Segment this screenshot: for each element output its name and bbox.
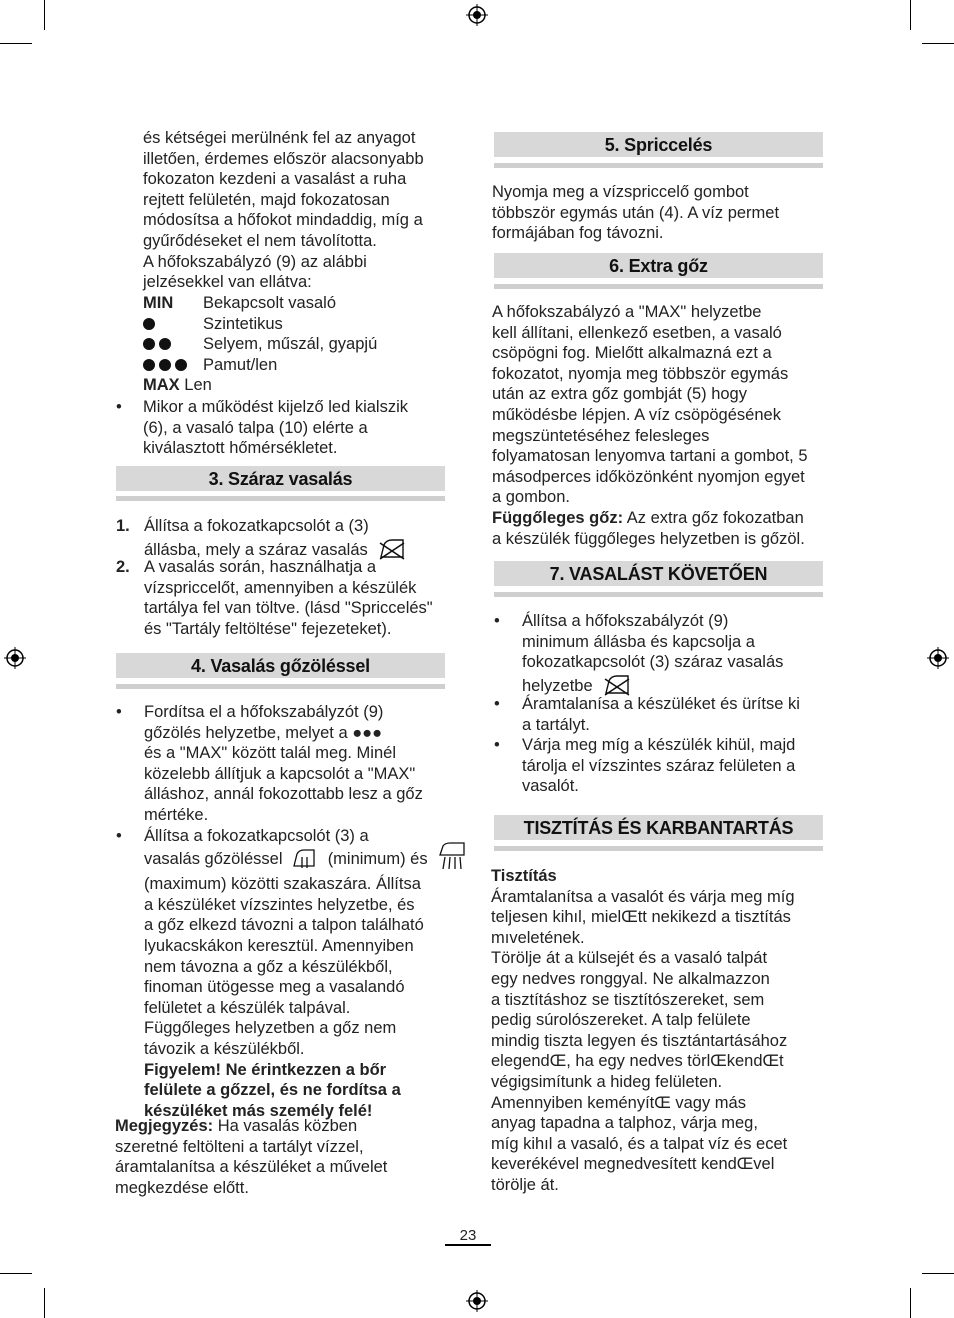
text-line: helyzetbe xyxy=(522,673,827,703)
text-line: Állítsa a hőfokszabályzót (9) xyxy=(522,612,729,630)
heading-rule xyxy=(116,684,445,689)
crop-mark xyxy=(922,43,954,44)
text-line: egy nedves ronggyal. Ne alkalmazzon xyxy=(491,969,770,988)
text-line: elegendŒ, ha egy nedves törlŒkendŒt xyxy=(491,1052,784,1071)
led-bullet xyxy=(143,397,453,459)
text-line: módosítsa a hőfokot mindaddig, míg a xyxy=(143,211,423,230)
crop-mark xyxy=(44,1288,45,1318)
registration-mark-icon xyxy=(466,4,488,26)
settings-label: Selyem, műszál, gyapjú xyxy=(203,335,378,354)
registration-mark-icon xyxy=(4,647,26,669)
text-line: vízspriccelőt, amennyiben a készülék xyxy=(144,578,417,597)
section-heading: 4. Vasalás gőzöléssel xyxy=(116,653,445,678)
text-line: nem távozna a gőz a készülékből, xyxy=(144,957,393,976)
text-line: közelebb állítjuk a kapcsolót a "MAX" xyxy=(144,764,416,783)
settings-row xyxy=(143,314,453,335)
steam-max-symbol-icon xyxy=(437,841,467,877)
settings-key: MAX xyxy=(143,376,180,395)
text-line: és "Tartály feltöltése" fejezeteket). xyxy=(144,619,392,638)
numbered-item xyxy=(144,557,449,639)
crop-mark xyxy=(0,43,32,44)
text-line: megszüntetéséhez felesleges xyxy=(492,426,710,445)
crop-mark xyxy=(910,0,911,30)
text-line: A hőfokszabályzó a "MAX" helyzetbe xyxy=(492,303,762,321)
text-line: Mikor a működést kijelző led kialszik xyxy=(143,398,409,416)
text-line: illetően, érdemes először alacsonyabb xyxy=(143,149,424,168)
text-line: Nyomja meg a vízspriccelő gombot xyxy=(492,183,749,201)
settings-row xyxy=(143,334,453,355)
text-line: Amennyiben keményítŒ vagy más xyxy=(491,1093,746,1112)
text-line: lyukacskákon keresztül. Amennyiben xyxy=(144,936,414,955)
text-line: Törölje át a külsejét és a vasaló talpát xyxy=(491,949,768,968)
crop-mark xyxy=(44,0,45,30)
warning-text: felülete a gőzzel, és ne fordítsa a xyxy=(144,1081,401,1100)
text-line: távozik a készülékből. xyxy=(144,1039,305,1058)
text-line: anyag tapadna a talphoz, várja meg, xyxy=(491,1114,758,1133)
text-line: áramtalanítsa a készüléket a művelet xyxy=(115,1158,388,1177)
text-line: keverékével megnedvesített kendŒvel xyxy=(491,1155,775,1174)
text-line: felületet a készülék talpával. xyxy=(144,998,351,1017)
text-line: kiválasztott hőmérsékletet. xyxy=(143,439,338,458)
text-line: a készüléket vízszintes helyzetbe, és xyxy=(144,895,415,914)
text-line: mértéke. xyxy=(144,805,209,824)
steam-min-symbol-icon xyxy=(291,847,317,875)
text-line: gőzölés helyzetbe, melyet a ●●● xyxy=(144,723,383,742)
text-line: Függőleges gőz: Az extra gőz fokozatban xyxy=(492,508,804,527)
text-line: finoman ütögesse meg a vasalandó xyxy=(144,978,405,997)
bullet-icon: • xyxy=(116,703,122,721)
text-line: és a "MAX" között talál meg. Minél xyxy=(144,744,396,763)
text-line: fokozaton kezdeni a vasalást a ruha xyxy=(143,170,407,189)
warning-text: készüléket más személy felé! xyxy=(144,1101,373,1120)
text-line: a gőz elkezd távozni a talpon található xyxy=(144,916,424,935)
intro-paragraph xyxy=(143,128,453,293)
bullet-icon: • xyxy=(494,695,500,713)
section-heading: 7. VASALÁST KÖVETŐEN xyxy=(494,561,823,586)
steam-bullet-1 xyxy=(144,702,449,826)
settings-row xyxy=(143,375,453,396)
vertical-steam-label: Függőleges gőz: xyxy=(492,508,624,527)
registration-mark-icon xyxy=(927,647,949,669)
section-heading: 6. Extra gőz xyxy=(494,253,823,278)
after-ironing-bullet xyxy=(522,735,827,797)
settings-label: Bekapcsolt vasaló xyxy=(203,294,336,312)
section-heading: 3. Száraz vasalás xyxy=(116,466,445,491)
bullet-icon: • xyxy=(116,398,122,416)
page-number-rule xyxy=(445,1244,491,1246)
section6-paragraph xyxy=(492,302,837,549)
text-line: másodperces időközönként nyomjon egyet xyxy=(492,467,805,486)
settings-list xyxy=(143,293,453,396)
crop-mark xyxy=(0,1273,32,1274)
heading-rule xyxy=(494,284,823,289)
text-line: Függőleges helyzetben a gőz nem xyxy=(144,1019,397,1038)
text-line: Fordítsa el a hőfokszabályzót (9) xyxy=(144,703,384,721)
steam-bullet-2 xyxy=(144,826,454,1121)
text-line: többször egymás után (4). A víz permet xyxy=(492,203,780,222)
settings-label: Len xyxy=(184,376,212,395)
text-line: gyűrődéseket el nem távolította. xyxy=(143,231,377,250)
text-line: vasalás gőzöléssel (minimum) és xyxy=(144,847,454,875)
heading-rule xyxy=(494,163,823,168)
note-paragraph xyxy=(115,1116,455,1198)
text-line: után az extra gőz gombját (5) hogy xyxy=(492,385,747,404)
settings-label: Pamut/len xyxy=(203,355,278,374)
text-line: végigsimítunk a hideg felületen. xyxy=(491,1072,723,1091)
text-line: álláshoz, annál fokozottabb lesz a gőz xyxy=(144,785,423,804)
text-line: formájában fog távozni. xyxy=(492,224,664,243)
heading-rule xyxy=(494,846,823,851)
after-ironing-bullet xyxy=(522,611,827,702)
text-line: Állítsa a fokozatkapcsolót (3) a xyxy=(144,827,369,845)
bullet-icon: • xyxy=(116,827,122,845)
two-dot-icon xyxy=(143,334,203,355)
cleaning-subtitle: Tisztítás xyxy=(491,867,557,885)
text-line: jelzésekkel van ellátva: xyxy=(143,273,312,292)
settings-key: MIN xyxy=(143,294,174,312)
text-line: Megjegyzés: Ha vasalás közben xyxy=(115,1117,358,1135)
text-line: állásba, mely a száraz vasalás xyxy=(144,537,449,567)
text-line: a gombon. xyxy=(492,488,570,507)
text-line: (maximum) közötti szakaszára. Állítsa xyxy=(144,875,421,894)
section-heading: 5. Spriccelés xyxy=(494,132,823,157)
warning-text: Figyelem! Ne érintkezzen a bőr xyxy=(144,1060,387,1079)
section-heading: TISZTÍTÁS ÉS KARBANTARTÁS xyxy=(494,815,823,840)
cleaning-paragraph xyxy=(491,866,836,1196)
registration-mark-icon xyxy=(466,1290,488,1312)
text-line: a tartályt. xyxy=(522,715,590,734)
page-number: 23 xyxy=(459,1227,477,1244)
text-line: a készülék függőleges helyzetben is gőzöl. xyxy=(492,529,805,548)
text-line: törölje át. xyxy=(491,1175,559,1194)
text-line: A hőfokszabályzó (9) az alábbi xyxy=(143,252,367,271)
section5-paragraph xyxy=(492,182,832,244)
settings-row xyxy=(143,293,453,314)
text-line: pedig súrolószereket. A talp felülete xyxy=(491,1011,751,1030)
text-line: tárolja el vízszintes száraz felületen a xyxy=(522,756,796,775)
text-line: tartálya fel van töltve. (lásd "Spriccelés" xyxy=(144,599,433,618)
text-line: a tisztításhoz se tisztítószereket, sem xyxy=(491,990,765,1009)
text-line: megkezdése előtt. xyxy=(115,1178,249,1197)
settings-row xyxy=(143,355,453,376)
text-line: (6), a vasaló talpa (10) elérte a xyxy=(143,418,368,437)
text-line: szeretné feltölteni a tartályt vízzel, xyxy=(115,1137,364,1156)
heading-rule xyxy=(116,496,445,501)
text-line: mıveletének. xyxy=(491,928,585,947)
crop-mark xyxy=(922,1273,954,1274)
text-line: Áramtalanítsa a vasalót és várja meg míg xyxy=(491,887,795,906)
list-number: 1. xyxy=(116,517,130,535)
list-number: 2. xyxy=(116,558,130,576)
text-line: működésbe lépjen. A víz csöpögésének xyxy=(492,405,781,424)
text-line: Áramtalanísa a készüléket és ürítse ki xyxy=(522,695,800,713)
text-line: fokozatot, nyomja meg többször egymás xyxy=(492,364,789,383)
text-line: csöpögni fog. Mielőtt alkalmazná ezt a xyxy=(492,344,772,363)
one-dot-icon xyxy=(143,314,203,335)
text-line: Állítsa a fokozatkapcsolót a (3) xyxy=(144,517,369,535)
text-line: folyamatosan lenyomva tartani a gombot, 5 xyxy=(492,447,808,466)
text-line: Várja meg míg a készülék kihül, majd xyxy=(522,736,796,754)
after-ironing-bullet xyxy=(522,694,827,735)
text-line: kell állítani, ellenkező esetben, a vasaló xyxy=(492,323,782,342)
three-dot-icon xyxy=(143,355,203,376)
text-line: minimum állásba és kapcsolja a xyxy=(522,632,755,651)
bullet-icon: • xyxy=(494,612,500,630)
bullet-icon: • xyxy=(494,736,500,754)
crop-mark xyxy=(910,1288,911,1318)
heading-rule xyxy=(494,592,823,597)
text-line: teljesen kihıl, mielŒtt nekikezd a tisztítás xyxy=(491,908,791,927)
settings-label: Szintetikus xyxy=(203,314,283,333)
text-line: fokozatkapcsolót (3) száraz vasalás xyxy=(522,653,784,672)
text-line: és kétségei merülnénk fel az anyagot xyxy=(143,129,416,147)
text-line: míg kihıl a vasaló, és a talpat víz és ecet xyxy=(491,1134,788,1153)
text-line: mindig tiszta legyen és tisztántartásához xyxy=(491,1031,788,1050)
text-line: rejtett felületén, majd fokozatosan xyxy=(143,190,390,209)
note-label: Megjegyzés: xyxy=(115,1117,214,1135)
text-line: vasalót. xyxy=(522,777,579,796)
text-line: A vasalás során, használhatja a xyxy=(144,558,377,576)
